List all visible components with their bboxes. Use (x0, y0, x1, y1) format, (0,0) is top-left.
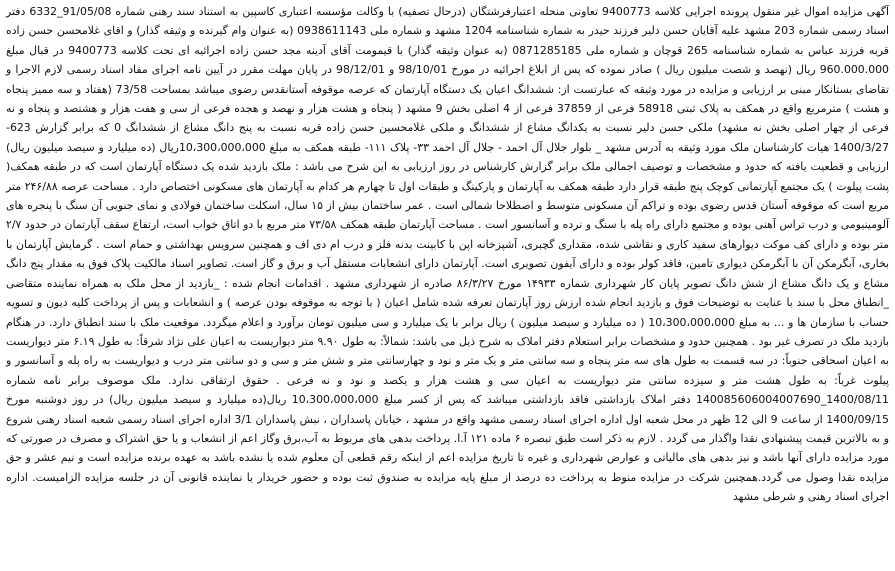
auction-notice (2, 2, 893, 569)
auction-notice-text: آگهی مزایده اموال غیر منقول پرونده اجرایی کلاسه 9400773 تعاونی منحله اعتبارفرشتگان (درحال تصفیه) با وکالت مؤسسه اعتباری کاسپین به استناد سند رهنی شماره 91/05/08_6332 دفتر اسناد رسمی شماره 203 مشهد علیه آقایان حسن دلیر فرزند حیدر به شماره شناسنامه 1204 مشهد و شماره ملی 0938611143 (به عنوان وام گیرنده و وثیقه گذار) و اقای غلامحسن حسن زاده قربه فرزند عباس به شماره شناسنامه 265 قوچان و شماره ملی 0871285185 (به عنوان وثیقه گذار) با قیمومت آقای آدینه مجد حسن زاده اجرائیه ای تحت کلاسه 9400773 در قبال مبلغ 960.000.000 ریال (نهصد و شصت میلیون ریال ) صادر نموده که پس از ابلاغ اجرائیه در مورخ 98/10/01 و 98/12/01 در پایان مهلت مقرر در آیین نامه اجرای مفاد اسناد رسمی لازم الاجرا و تقاضای بستانکار مبنی بر ارزیابی و مزایده در مورد وثیقه که عبارتست از: ششدانگ اعیان یک دستگاه آپارتمان که عرصه موقوفه آستانقدس رضوی میباشد بمساحت 73/58 (هفتاد و سه ممیز پنجاه و هشت ) مترمربع واقع در همکف به پلاک ثبتی 58918 فرعی از 37859 فرعی از 4 اصلی بخش 9 مشهد ( پنجاه و هشت هزار و نهصد و هجده فرعی از سی و هفت هزار و هشتصد و پنجاه و نه فرعی از چهار اصلی بخش نه مشهد) ملکی حسن دلیر نسبت به یکدانگ مشاع از ششدانگ و ملکی غلامحسین حسن زاده قربه نسبت به پنج دانگ مشاع از ششدانگ 0 که برابر گزارش 623-1400/3/27 هیات کارشناسان ملک مورد وثیقه به آدرس مشهد _ بلوار جلال آل احمد - جلال آل احمد ۳۳- پلاک ۱۱۱- طبقه همکف به مبلغ 10،300،000،000ریال (ده میلیارد و سیصد میلیون ریال) ارزیابی و قطعیت یافته که حدود و مشخصات و توصیف اجمالی ملک برابر گزارش کارشناس در روز ارزیابی به این شرح می باشد : ملک بازدید شده یک دستگاه آپارتمان است که در طبقه همکف( پشت پیلوت ) یک مجتمع آپارتمانی کوچک پنج طبقه قرار دارد طبقه همکف به آپارتمان و پارکینگ و طبقات اول تا چهارم هر کدام به آپارتمان های مسکونی اختصاص دارد . مساحت عرصه ۲۴۶/۸۸ متر مربع است که موقوفه آستان قدس رضوی بوده و تراکم آن مسکونی متوسط و اصطلاحا شمالی است . عمر ساختمان بیش از ۱۵ سال، اسکلت ساختمان فولادی و نمای جنوبی آن سنگ با پنجره های آلومینیومی و درب تراس آهنی بوده و مجتمع دارای راه پله با سنگ و نرده و آسانسور است . مساحت آپارتمان طبقه همکف ۷۳/۵۸ متر مربع با دو اتاق خواب است، ارتفاع سقف آپارتمان در حدود ۲/۷ متر بوده و دارای کف موکت دیوارهای سفید کاری و نقاشی شده، مقداری گچبری، آشپزخانه اپن با کابینت بدنه فلز و درب ام دی اف و همچنین سرویس بهداشتی و حمام است . گرمایش آپارتمان با بخاری، آبگرمکن آن با آبگرمکن دیواری تامین، فاقد کولر بوده و دارای آیفون تصویری است. آپارتمان دارای انشعابات مستقل آب و برق و گاز است. تصاویر اسناد مالکیت پلاک فوق به مقدار پنج دانگ مشاع و یک دانگ مشاع از شش دانگ تصویر پایان کار شهرداری شماره ۱۴۹۳۳ مورخ ۸۶/۳/۲۷ صادره از شهرداری مشهد . اقدامات انجام شده : _بازدید از محل ملک به همراه نماینده متقاضی _انطباق محل با سند با عنایت به توضیحات فوق و بازدید انجام شده ارزش روز آپارتمان تعرفه شده شامل اعیان ( با توجه به موقوفه بودن عرصه ) و انشعابات و پس از پرداخت کلیه دیون و تسویه حساب با سازمان ها و ... به مبلغ 10،300،000،000 ( ده میلیارد و سیصد میلیون ) ریال برابر با یک میلیارد و سی میلیون تومان برآورد و اعلام میگردد. موقعیت ملک با سند انطباق دارد. در هنگام بازدید ملک در تصرف غیر بود . همچنین حدود و مشخصات برابر استعلام دفتر املاک به شرح ذیل می باشد: شمالاً: به طول ۹.۹۰ متر دیواریست به اعیان علی نژاد شرقاً: به طول ۶.۱۹ متر دیواریست به اعیان اسحاقی جنوباً: در سه قسمت به طول های سه متر پنجاه و سه سانتی متر و یک متر و نود و چهارسانتی متر و شش متر و سی و دو سانتی متر درب و دیواریست به راه پله و آسانسور و پیلوت غرباً: به طول هشت متر و سیزده سانتی متر دیواریست به اعیان سی و هشت هزار و یکصد و نود و نه فرعی . حقوق ارتفاقی ندارد. ملک موصوف برابر نامه شماره 1400/08/11_140085606004007690 دفتر املاک بازداشتی فاقد بازداشتی میباشد که پس از کسر مبلغ 10،300،000،000 ریال(ده میلیارد و سیصد میلیون ریال) در روز دوشنبه مورخ 1400/09/15 از ساعت 9 الی 12 ظهر در محل شعبه اول اداره اجرای اسناد رسمی مشهد واقع در مشهد ، خیابان پاسداران ، نبش پاسداران 3/1 اداره اجرای اسناد رسمی شعبه اسناد رهنی شروع و به بالاترین قیمت پیشنهادی نقدا واگذار می گردد . لازم به ذکر است طبق تبصره ۶ ماده ۱۲۱ آ.ا. پرداخت بدهی های مربوط به آب،برق وگاز اعم از انشعاب و یا حق اشتراک و مصرف در صورتی که مورد مزایده دارای آنها باشد و نیز بدهی های مالیاتی و عوارض شهرداری و غیره تا تاریخ مزایده اعم از اینکه رقم قطعی آن معلوم شده یا نشده باشد به عهده برنده مزایده است و نیم عشر و حق مزایده نقدا وصول می گردد.همچنین شرکت در مزایده منوط به پرداخت ده درصد از مبلغ پایه مزایده به صندوق ثبت بوده و حضور خریدار یا نماینده قانونی آن در جلسه مزایده الزامیست. اداره اجرای اسناد رهنی و شرطی مشهد (6, 5, 890, 504)
